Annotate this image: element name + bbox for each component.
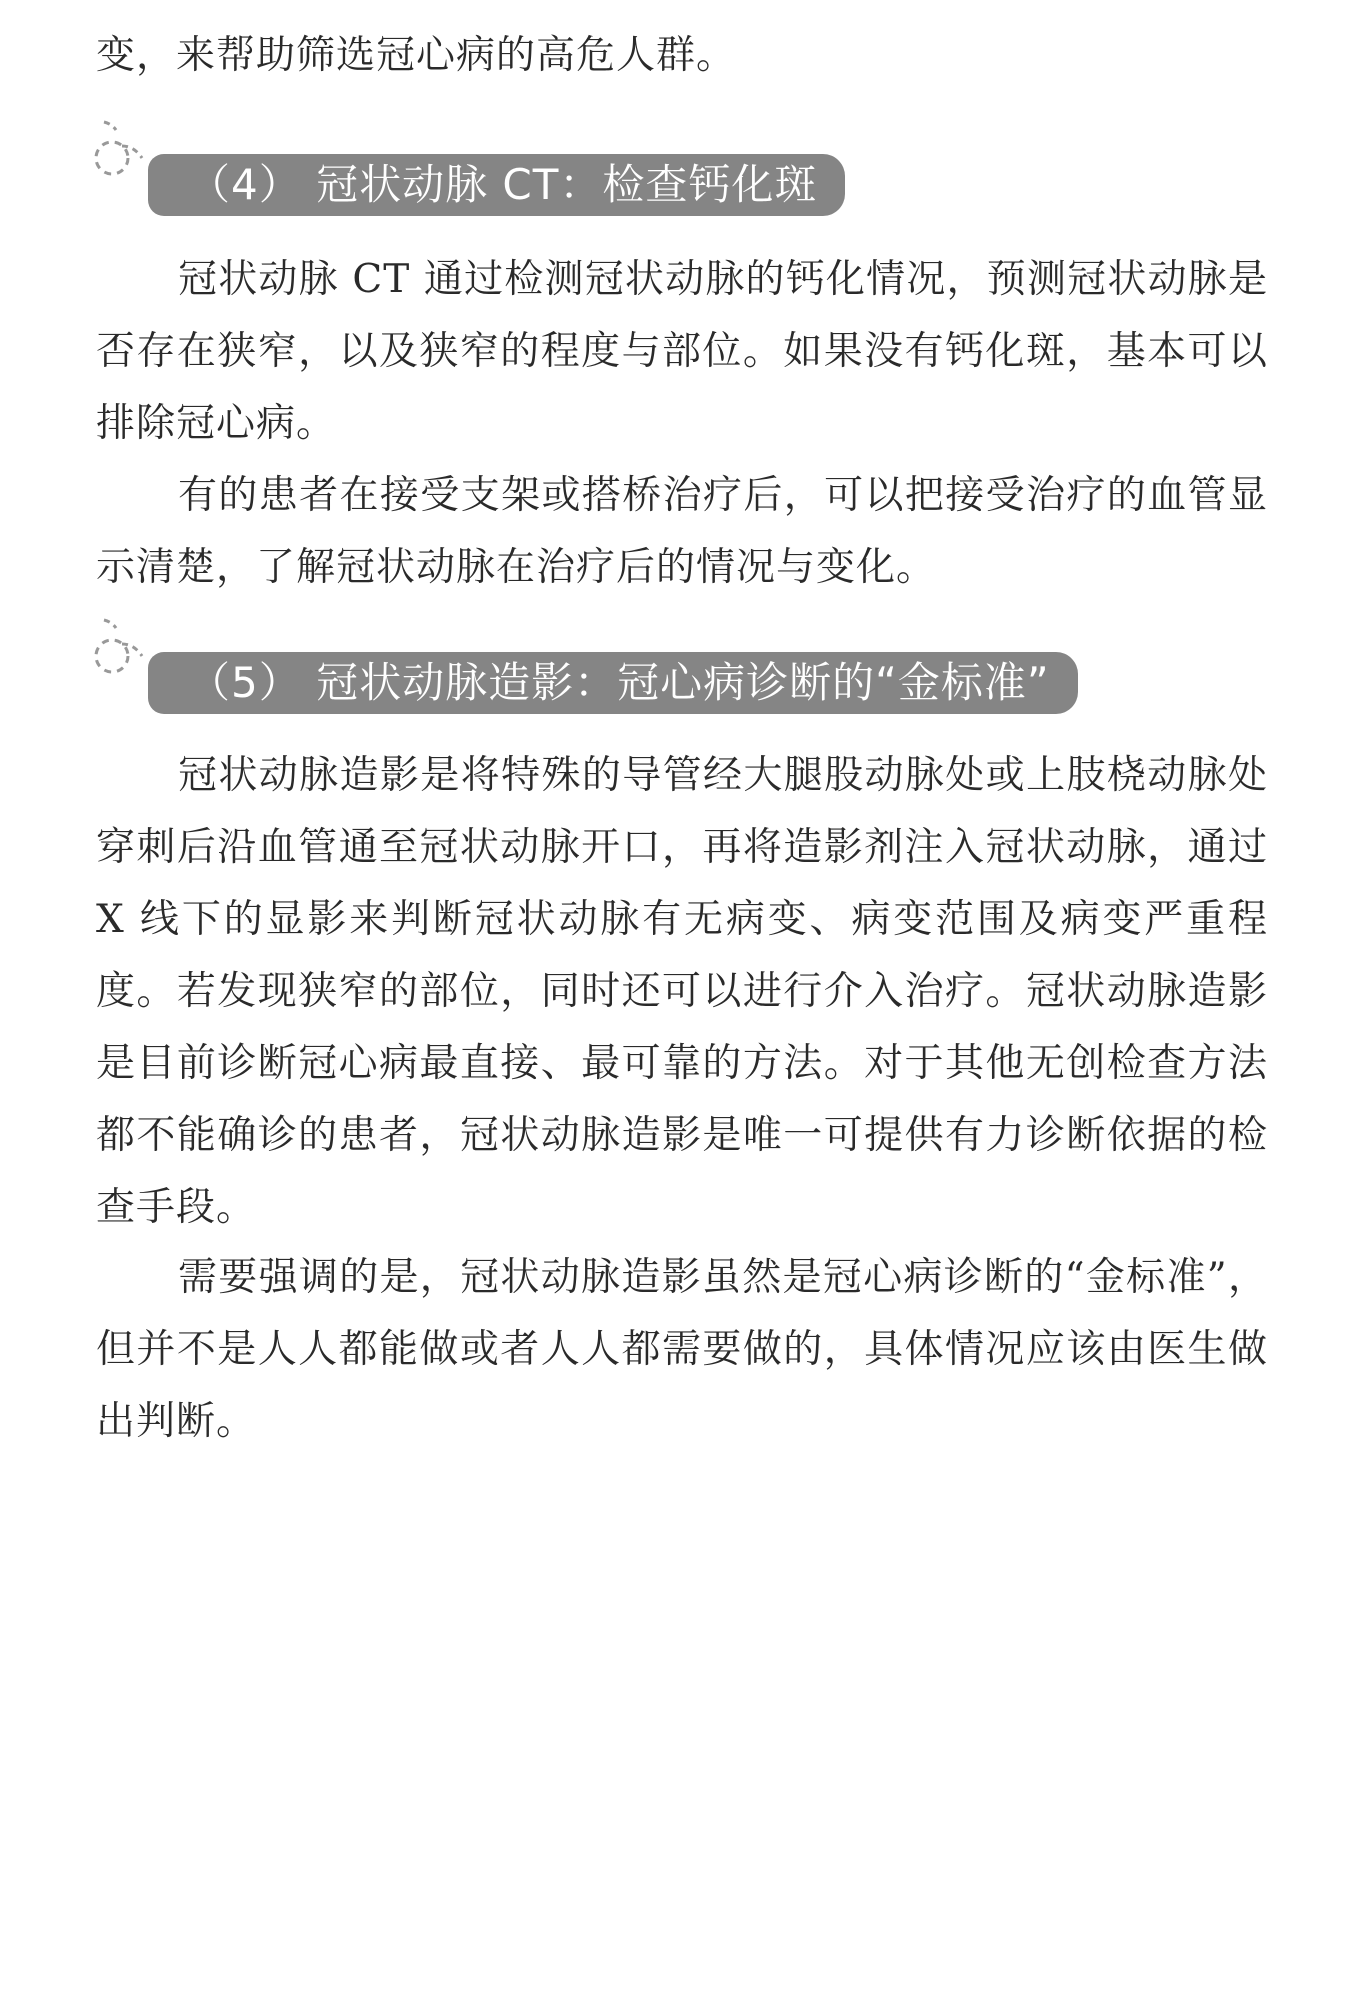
section-heading-4-label: （4） 冠状动脉 CT：检查钙化斑 <box>148 154 845 216</box>
section-heading-5-label: （5） 冠状动脉造影：冠心病诊断的“金标准” <box>148 652 1078 714</box>
paragraph-angiography-note: 需要强调的是，冠状动脉造影虽然是冠心病诊断的“金标准”，但并不是人人都能做或者人人都需要做的，具体情况应该由医生做出判断。 <box>96 1255 1268 1444</box>
paragraph-ct-followup: 有的患者在接受支架或搭桥治疗后，可以把接受治疗的血管显示清楚，了解冠状动脉在治疗后的情况与变化。 <box>96 473 1268 590</box>
paragraph-angiography-intro: 冠状动脉造影是将特殊的导管经大腿股动脉处或上肢桡动脉处穿刺后沿血管通至冠状动脉开口，再将造影剂注入冠状动脉，通过 X 线下的显影来判断冠状动脉有无病变、病变范围及病变严重程度。若发现狭窄的部位，同时还可以进行介入治疗。冠状动脉造影是目前诊断冠心病最直接、最可靠的方法。对于其他无创检查方法都不能确诊的患者，冠状动脉造影是唯一可提供有力诊断依据的检查手段。 <box>96 753 1268 1230</box>
paragraph-ct-intro: 冠状动脉 CT 通过检测冠状动脉的钙化情况，预测冠状动脉是否存在狭窄，以及狭窄的程度与部位。如果没有钙化斑，基本可以排除冠心病。 <box>96 257 1268 446</box>
paragraph-continuation: 变，来帮助筛选冠心病的高危人群。 <box>96 33 737 78</box>
